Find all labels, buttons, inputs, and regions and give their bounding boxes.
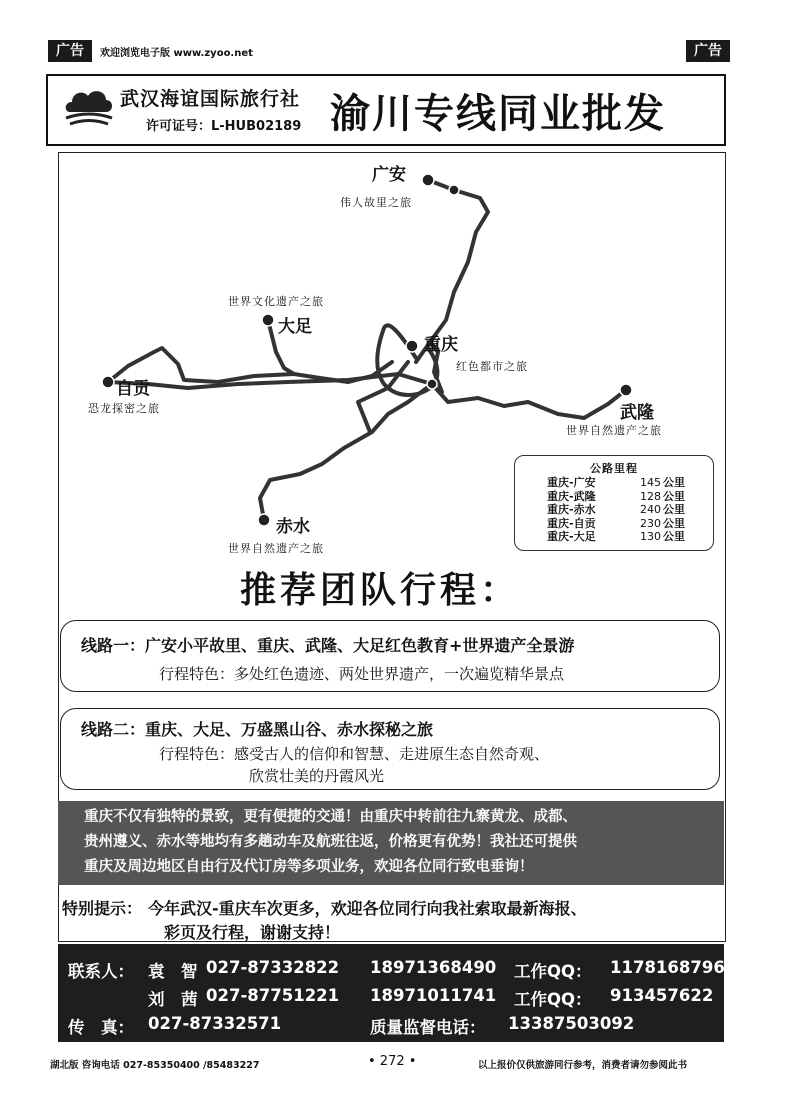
- road-chishui: [260, 384, 432, 520]
- city-guangan: 广安: [372, 165, 406, 185]
- route-label: 线路二：: [81, 720, 146, 739]
- fax-label: 传 真：: [68, 1018, 134, 1037]
- contact-mobile[interactable]: 18971011741: [370, 986, 497, 1005]
- dot-chishui: [258, 514, 270, 526]
- dot-wulong: [620, 384, 632, 396]
- qq-number[interactable]: 913457622: [610, 986, 714, 1005]
- transport-info-band: [58, 801, 724, 885]
- contact-mobile[interactable]: 18971368490: [370, 958, 497, 977]
- dot-guangan: [422, 174, 434, 186]
- city-dazu: 大足: [278, 317, 312, 337]
- city-wulong-subtitle: 世界自然遗产之旅: [566, 424, 662, 437]
- distance-row: 重庆-大足 130 公里: [547, 530, 685, 543]
- special-notice-line: 彩页及行程，谢谢支持！: [164, 923, 341, 942]
- special-notice-line: 今年武汉-重庆车次更多，欢迎各位同行向我社索取最新海报、: [148, 899, 587, 918]
- route-card-2: [60, 708, 720, 790]
- contact-phone[interactable]: 027-87332822: [206, 958, 340, 977]
- distance-row: 重庆-武隆 128 公里: [547, 489, 685, 503]
- info-line: 重庆及周边地区自由行及代订房等多项业务，欢迎各位同行致电垂询！: [84, 859, 534, 875]
- contact-name: 袁 智: [148, 962, 198, 981]
- distance-title: 公路里程: [590, 462, 638, 475]
- city-chongqing-subtitle: 红色都市之旅: [456, 360, 528, 373]
- city-chishui: 赤水: [276, 517, 310, 537]
- contact-phone[interactable]: 027-87751221: [206, 986, 340, 1005]
- qq-number[interactable]: 1178168796: [610, 958, 725, 977]
- qq-label: 工作QQ：: [514, 962, 592, 981]
- cloud-logo-icon: [62, 82, 116, 128]
- ad-tag-left: 广告: [48, 40, 92, 62]
- dot-chongqing-2: [427, 379, 437, 389]
- supervision-number[interactable]: 13387503092: [508, 1014, 635, 1033]
- company-name: 武汉海谊国际旅行社: [120, 88, 301, 110]
- dot-zigong: [102, 376, 114, 388]
- info-line: 重庆不仅有独特的景致，更有便捷的交通！由重庆中转前往九寨黄龙、成都、: [84, 809, 577, 825]
- contact-block: [58, 944, 724, 1042]
- city-chishui-subtitle: 世界自然遗产之旅: [228, 542, 324, 555]
- distance-table: [514, 455, 714, 551]
- footer-left: 湖北版 咨询电话 027-85350400 /85483227: [50, 1060, 260, 1071]
- city-chongqing: 重庆: [424, 335, 458, 355]
- feature-text: 欣赏壮美的丹霞风光: [249, 767, 385, 785]
- distance-row: 重庆-自贡 230 公里: [547, 516, 685, 530]
- special-notice-label: 特别提示：: [62, 899, 143, 918]
- road-wulong: [432, 384, 626, 418]
- route-card-1: [60, 620, 720, 692]
- dot-guangan-2: [449, 185, 459, 195]
- route-title: 广安小平故里、重庆、武隆、大足红色教育+世界遗产全景游: [145, 636, 575, 655]
- city-dazu-subtitle: 世界文化遗产之旅: [228, 295, 324, 308]
- route-label: 线路一：: [81, 636, 146, 655]
- city-zigong-subtitle: 恐龙探密之旅: [88, 402, 160, 415]
- contact-label: 联系人：: [68, 962, 134, 981]
- footer-right: 以上报价仅供旅游同行参考，消费者请勿参阅此书: [478, 1060, 688, 1071]
- city-guangan-subtitle: 伟人故里之旅: [340, 196, 412, 209]
- feature-text: 多处红色遗迹、两处世界遗产，一次遍览精华景点: [234, 665, 565, 683]
- license-number: 许可证号：L-HUB02189: [146, 119, 302, 134]
- distance-row: 重庆-赤水 240 公里: [547, 503, 685, 516]
- feature-label: 行程特色：: [159, 745, 235, 763]
- contact-name: 刘 茜: [148, 990, 198, 1009]
- route-title: 重庆、大足、万盛黑山谷、赤水探秘之旅: [145, 720, 434, 739]
- feature-label: 行程特色：: [159, 665, 235, 683]
- website-url[interactable]: 欢迎浏览电子版 www.zyoo.net: [100, 48, 253, 59]
- dot-dazu: [262, 314, 274, 326]
- page-number: • 272 •: [368, 1054, 417, 1069]
- fax-number[interactable]: 027-87332571: [148, 1014, 282, 1033]
- info-line: 贵州遵义、赤水等地均有多趟动车及航班往返，价格更有优势！我社还可提供: [84, 834, 577, 850]
- city-zigong: 自贡: [116, 379, 150, 399]
- dot-chongqing: [406, 340, 418, 352]
- qq-label: 工作QQ：: [514, 990, 592, 1009]
- ad-tag-right: 广告: [686, 40, 730, 62]
- supervision-label: 质量监督电话：: [370, 1018, 486, 1037]
- page-title: 渝川专线同业批发: [330, 91, 666, 137]
- section-title: 推荐团队行程：: [240, 570, 521, 611]
- city-wulong: 武隆: [620, 403, 654, 423]
- feature-text: 感受古人的信仰和智慧、走进原生态自然奇观、: [234, 745, 550, 763]
- distance-row: 重庆-广安 145 公里: [547, 476, 685, 489]
